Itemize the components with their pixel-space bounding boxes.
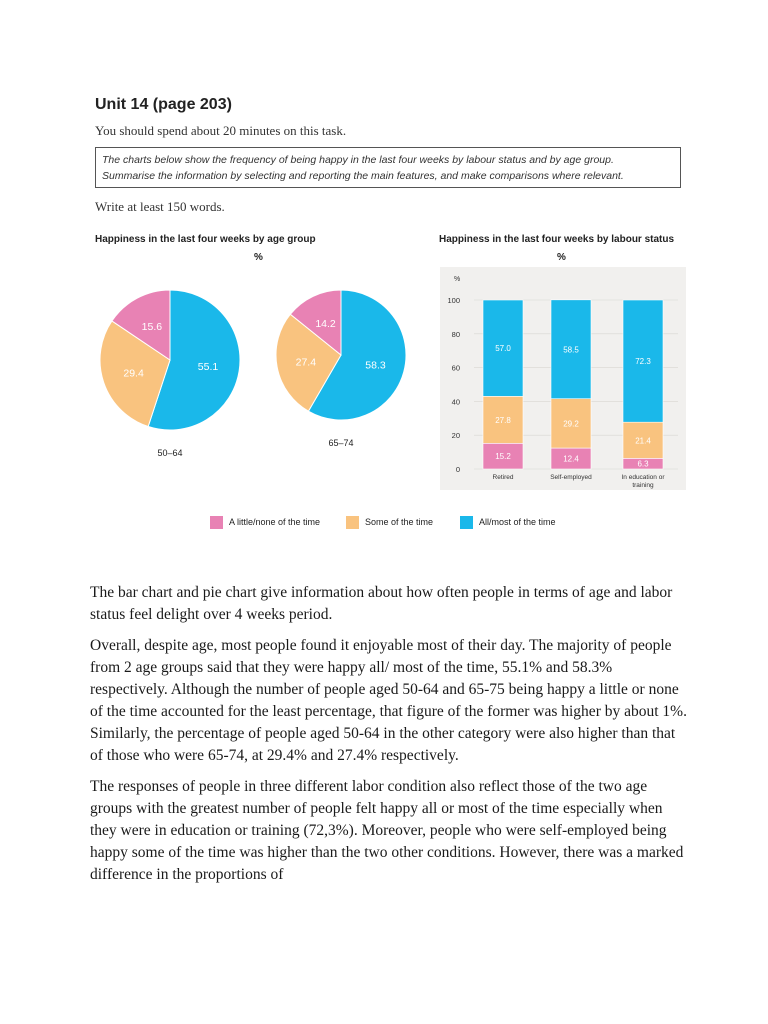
pie-charts: [85, 275, 425, 475]
pie-1-label-little: 15.6: [141, 321, 163, 334]
bar-2-label-little: 12.4: [563, 454, 579, 464]
pie-2-label-most: 58.3: [365, 359, 386, 372]
bar-2-label-most: 58.5: [563, 345, 579, 355]
bar-y-tick-label: 80: [451, 329, 460, 339]
bar-chart-unit: %: [557, 252, 566, 263]
essay-paragraph-3: The responses of people in three different labor condition also reflect those of the two age groups with the greatest number of people felt happy all or most of the time especially when they were in education or training (72,3%). Moreover, people who were self-employed being happy some of the time was higher than the two other conditions. However, there was a marked difference in the proportions of: [90, 778, 684, 883]
bar-y-tick-label: 0: [455, 465, 460, 474]
bar-3-label-some: 21.4: [635, 436, 651, 446]
legend-swatch-some: [346, 516, 359, 529]
bar-3-label-little: 6.3: [637, 459, 649, 469]
bar-1-label-little: 15.2: [495, 452, 511, 462]
legend-swatch-little: [210, 516, 223, 529]
task-prompt-box: [95, 147, 681, 188]
stacked-bar-chart: [440, 267, 686, 507]
pie-1-label-most: 55.1: [197, 361, 219, 374]
legend-label-some: Some of the time: [365, 517, 434, 527]
pie-1-caption: 50–64: [157, 448, 183, 458]
task-prompt-line-1: The charts below show the frequency of being happy in the last four weeks by labour status and by age group.: [102, 154, 614, 166]
bar-y-tick-label: 20: [451, 431, 460, 441]
pie-2-label-little: 14.2: [315, 317, 336, 330]
bar-category-label-3: In education or: [621, 474, 665, 481]
bar-y-tick-label: 60: [451, 363, 460, 373]
bar-category-label-3: training: [632, 482, 654, 489]
bar-chart-title: Happiness in the last four weeks by labour status: [439, 234, 675, 245]
bar-2-label-some: 29.2: [563, 419, 579, 429]
pie-chart-unit: %: [254, 252, 263, 263]
bar-y-tick-label: 100: [447, 296, 460, 305]
bar-y-tick-label: 40: [451, 397, 460, 407]
legend-label-little: A little/none of the time: [229, 517, 321, 527]
bar-category-label-2: Self-employed: [550, 474, 592, 481]
pie-2-label-some: 27.4: [295, 356, 317, 369]
bar-3-label-most: 72.3: [635, 357, 651, 367]
essay-paragraph-1: The bar chart and pie chart give information about how often people in terms of age and labor status feel delight over 4 weeks period.: [90, 584, 673, 623]
legend-label-most: All/most of the time: [479, 517, 556, 527]
pie-2-caption: 65–74: [328, 438, 354, 448]
legend-swatch-most: [460, 516, 473, 529]
bar-category-label-1: Retired: [492, 474, 514, 481]
pie-1-label-some: 29.4: [123, 367, 144, 380]
task-prompt-line-2: Summarise the information by selecting and reporting the main features, and make comparisons where relevant.: [102, 170, 624, 182]
essay-text: [90, 582, 690, 895]
pie-chart-title: Happiness in the last four weeks by age group: [95, 234, 316, 245]
time-instruction: You should spend about 20 minutes on this task.: [95, 123, 347, 138]
word-count-instruction: Write at least 150 words.: [95, 199, 225, 214]
bar-1-label-most: 57.0: [495, 344, 511, 354]
essay-paragraph-2: Overall, despite age, most people found it enjoyable most of their day. The majority of people from 2 age groups said that they were happy all/ most of the time, 55.1% and 58.3% respectively. Although the number of people aged 50-64 and 65-75 being happy a little or none of the time accounted for the least percentage, that figure of the former was higher by about 1%. Similarly, the percentage of people aged 50-64 in the other category were also higher than that of those who were 65-74, at 29.4% and 27.4% respectively.: [90, 637, 687, 764]
bar-axis-unit: %: [454, 276, 461, 283]
bar-1-label-some: 27.8: [495, 415, 511, 425]
page-title: Unit 14 (page 203): [95, 96, 232, 113]
